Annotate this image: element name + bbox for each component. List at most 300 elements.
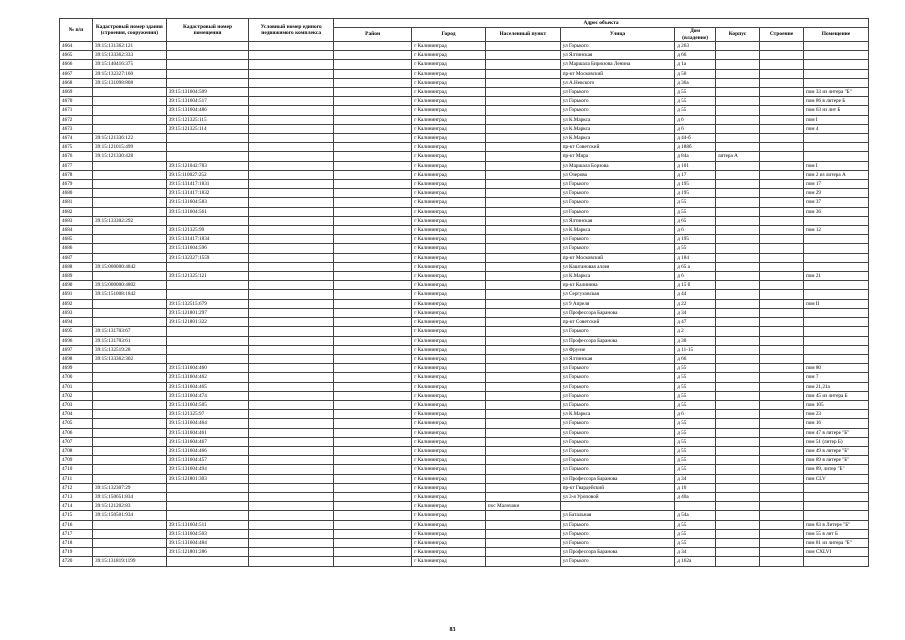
cell-house: д 17 — [675, 170, 716, 179]
cell-house: д 55 — [675, 373, 716, 382]
cell-city: г Калининград — [412, 170, 486, 179]
cell-street: ул Профессора Баранова — [560, 548, 674, 557]
cell-cad-building — [93, 391, 167, 400]
cell-settlement: пос Малочаки — [485, 502, 560, 511]
cell-num: 4681 — [60, 198, 93, 207]
cell-stroenie — [759, 180, 803, 189]
cell-district — [334, 364, 412, 373]
cell-room — [803, 51, 868, 60]
cell-settlement — [485, 51, 560, 60]
cell-street: ул Горького — [560, 364, 674, 373]
table-row — [60, 557, 869, 566]
table-row — [60, 548, 869, 557]
cell-stroenie — [759, 538, 803, 547]
cell-cad-premises — [166, 557, 249, 566]
cell-street: ул Маршала Борзова — [560, 161, 674, 170]
cell-korpus — [715, 483, 759, 492]
cell-district — [334, 253, 412, 262]
cell-street: ул К.Маркса — [560, 226, 674, 235]
cell-city: г Калининград — [412, 336, 486, 345]
cell-stroenie — [759, 308, 803, 317]
cell-cad-building: 39:15:000000:4802 — [93, 281, 167, 290]
cell-cad-building: 39:15:131819:1199 — [93, 557, 167, 566]
cell-korpus — [715, 548, 759, 557]
table-row — [60, 143, 869, 152]
cell-room — [803, 216, 868, 225]
cell-cad-complex — [249, 410, 334, 419]
cell-city: г Калининград — [412, 437, 486, 446]
cell-settlement — [485, 483, 560, 492]
cell-cad-complex — [249, 529, 334, 538]
cell-num: 4689 — [60, 272, 93, 281]
cell-city: г Калининград — [412, 161, 486, 170]
table-row — [60, 318, 869, 327]
cell-room: пом 21 — [803, 272, 868, 281]
cell-num: 4680 — [60, 189, 93, 198]
cell-district — [334, 529, 412, 538]
cell-num: 4683 — [60, 216, 93, 225]
cell-city: г Калининград — [412, 115, 486, 124]
cell-korpus — [715, 170, 759, 179]
header-street: Улица — [560, 28, 674, 42]
cell-house: д 30 — [675, 336, 716, 345]
cell-num: 4682 — [60, 207, 93, 216]
cell-room: пом 16 — [803, 419, 868, 428]
cell-room: пом CXLVI — [803, 548, 868, 557]
cell-korpus — [715, 78, 759, 87]
cell-city: г Калининград — [412, 474, 486, 483]
cell-house: д 55 — [675, 244, 716, 253]
cell-settlement — [485, 272, 560, 281]
cell-street: ул Горького — [560, 428, 674, 437]
cell-district — [334, 106, 412, 115]
cell-district — [334, 124, 412, 133]
cell-house: д 55 — [675, 520, 716, 529]
cell-room — [803, 143, 868, 152]
cell-num: 4716 — [60, 520, 93, 529]
cell-room: пом 7 — [803, 373, 868, 382]
cell-stroenie — [759, 253, 803, 262]
cell-district — [334, 290, 412, 299]
header-korpus: Корпус — [715, 28, 759, 42]
cell-korpus — [715, 272, 759, 281]
table-row — [60, 483, 869, 492]
cell-district — [334, 502, 412, 511]
cell-cad-building — [93, 253, 167, 262]
cell-stroenie — [759, 281, 803, 290]
cell-settlement — [485, 446, 560, 455]
cell-num: 4678 — [60, 170, 93, 179]
cell-stroenie — [759, 520, 803, 529]
cell-settlement — [485, 134, 560, 143]
cell-city: г Калининград — [412, 465, 486, 474]
cell-num: 4691 — [60, 290, 93, 299]
cell-cad-complex — [249, 354, 334, 363]
cell-district — [334, 474, 412, 483]
cell-room: пом 23 — [803, 410, 868, 419]
cell-cad-premises: 39:15:121801:303 — [166, 474, 249, 483]
cell-korpus — [715, 391, 759, 400]
cell-settlement — [485, 437, 560, 446]
cell-settlement — [485, 97, 560, 106]
cell-cad-premises: 39:15:131604:474 — [166, 391, 249, 400]
cell-cad-building: 39:15:131098:808 — [93, 78, 167, 87]
cell-district — [334, 60, 412, 69]
cell-room — [803, 262, 868, 271]
cell-house: д 162а — [675, 557, 716, 566]
cell-num: 4708 — [60, 446, 93, 455]
table-row — [60, 51, 869, 60]
cell-cad-premises: 39:15:131604:460 — [166, 364, 249, 373]
cell-settlement — [485, 60, 560, 69]
cell-cad-complex — [249, 548, 334, 557]
cell-stroenie — [759, 88, 803, 97]
table-row — [60, 281, 869, 290]
cell-korpus — [715, 428, 759, 437]
cell-house: д 101 — [675, 161, 716, 170]
cell-house: д 55 — [675, 97, 716, 106]
cell-cad-complex — [249, 272, 334, 281]
cell-settlement — [485, 354, 560, 363]
cell-house: д 34 — [675, 308, 716, 317]
cell-cad-building: 39:15:132307:29 — [93, 483, 167, 492]
cell-house: д 6 — [675, 115, 716, 124]
cell-stroenie — [759, 134, 803, 143]
cell-room — [803, 134, 868, 143]
cell-street: ул Горького — [560, 97, 674, 106]
cell-cad-complex — [249, 124, 334, 133]
table-row — [60, 308, 869, 317]
cell-street: ул Горького — [560, 244, 674, 253]
cell-street: ул К.Маркса — [560, 410, 674, 419]
cell-num: 4664 — [60, 42, 93, 51]
cell-cad-complex — [249, 511, 334, 520]
cell-street: пр-кт Московский — [560, 253, 674, 262]
cell-district — [334, 78, 412, 87]
cell-street: ул Сергуховская — [560, 290, 674, 299]
cell-district — [334, 244, 412, 253]
cell-street: ул Ялтинская — [560, 354, 674, 363]
cell-street: пр-кт Гвардейский — [560, 483, 674, 492]
table-row — [60, 382, 869, 391]
cell-cad-premises — [166, 69, 249, 78]
table-row — [60, 170, 869, 179]
cell-stroenie — [759, 235, 803, 244]
cell-stroenie — [759, 161, 803, 170]
cell-korpus — [715, 51, 759, 60]
cell-stroenie — [759, 216, 803, 225]
cell-settlement — [485, 318, 560, 327]
cell-korpus — [715, 492, 759, 501]
cell-korpus — [715, 511, 759, 520]
cell-stroenie — [759, 446, 803, 455]
cell-house — [675, 502, 716, 511]
cell-korpus — [715, 226, 759, 235]
cell-street: ул К.Маркса — [560, 115, 674, 124]
cell-room — [803, 152, 868, 161]
cell-city: г Калининград — [412, 124, 486, 133]
cell-stroenie — [759, 51, 803, 60]
cell-stroenie — [759, 502, 803, 511]
cell-settlement — [485, 336, 560, 345]
cell-street: ул Горького — [560, 538, 674, 547]
cell-cad-premises: 39:15:121801:297 — [166, 308, 249, 317]
cell-city: г Калининград — [412, 446, 486, 455]
cell-city: г Калининград — [412, 216, 486, 225]
cell-house: д 65 а — [675, 262, 716, 271]
cell-cad-complex — [249, 161, 334, 170]
cell-stroenie — [759, 400, 803, 409]
cell-street: ул Горького — [560, 106, 674, 115]
cell-city: г Калининград — [412, 143, 486, 152]
cell-cad-building — [93, 235, 167, 244]
cell-street: пр-кт Калинина — [560, 281, 674, 290]
cell-district — [334, 281, 412, 290]
cell-korpus — [715, 161, 759, 170]
cell-house: д 195 — [675, 235, 716, 244]
cell-cad-complex — [249, 106, 334, 115]
cell-num: 4668 — [60, 78, 93, 87]
cell-cad-complex — [249, 391, 334, 400]
cell-settlement — [485, 419, 560, 428]
cell-room — [803, 345, 868, 354]
cell-city: г Калининград — [412, 60, 486, 69]
cell-stroenie — [759, 42, 803, 51]
cell-cad-building: 39:15:121336:122 — [93, 134, 167, 143]
cell-district — [334, 262, 412, 271]
cell-korpus — [715, 400, 759, 409]
cell-stroenie — [759, 529, 803, 538]
cell-stroenie — [759, 419, 803, 428]
cell-district — [334, 42, 412, 51]
cell-house: д 55 — [675, 428, 716, 437]
cell-street: пр-кт Советский — [560, 143, 674, 152]
cell-cad-complex — [249, 88, 334, 97]
cell-house: д 34 — [675, 474, 716, 483]
cell-settlement — [485, 428, 560, 437]
cell-korpus — [715, 437, 759, 446]
cell-cad-complex — [249, 69, 334, 78]
cell-street — [560, 502, 674, 511]
cell-district — [334, 419, 412, 428]
cell-house: д 65 — [675, 216, 716, 225]
cell-settlement — [485, 207, 560, 216]
cell-city: г Калининград — [412, 198, 486, 207]
cell-cad-complex — [249, 382, 334, 391]
cell-street: ул К.Маркса — [560, 134, 674, 143]
cell-house: д 195 — [675, 180, 716, 189]
cell-cad-building: 39:15:133362:333 — [93, 51, 167, 60]
cell-city: г Калининград — [412, 410, 486, 419]
cell-street: ул Профессора Баранова — [560, 308, 674, 317]
cell-settlement — [485, 253, 560, 262]
cell-korpus: литера А — [715, 152, 759, 161]
cell-stroenie — [759, 152, 803, 161]
cell-city: г Калининград — [412, 557, 486, 566]
cell-district — [334, 69, 412, 78]
cell-num: 4673 — [60, 124, 93, 133]
cell-num: 4711 — [60, 474, 93, 483]
cell-num: 4703 — [60, 400, 93, 409]
cell-city: г Калининград — [412, 180, 486, 189]
table-row — [60, 134, 869, 143]
cell-num: 4707 — [60, 437, 93, 446]
cell-district — [334, 465, 412, 474]
header-cad-complex: Условный номер единого недвижимого комплекса — [249, 19, 334, 42]
cell-street: пр-кт Советский — [560, 318, 674, 327]
cell-cad-premises — [166, 483, 249, 492]
cell-korpus — [715, 529, 759, 538]
cell-cad-building — [93, 189, 167, 198]
cell-room — [803, 308, 868, 317]
cell-settlement — [485, 557, 560, 566]
cell-house: д 195 — [675, 189, 716, 198]
table-row — [60, 272, 869, 281]
cell-cad-complex — [249, 134, 334, 143]
cell-korpus — [715, 235, 759, 244]
cell-cad-building: 39:15:121202:83 — [93, 502, 167, 511]
cell-cad-complex — [249, 502, 334, 511]
table-row — [60, 115, 869, 124]
cell-num: 4697 — [60, 345, 93, 354]
cell-cad-premises: 39:15:121325:114 — [166, 124, 249, 133]
cell-cad-premises — [166, 281, 249, 290]
cell-cad-premises — [166, 134, 249, 143]
table-row — [60, 327, 869, 336]
cell-num: 4696 — [60, 336, 93, 345]
cell-street: ул Горького — [560, 400, 674, 409]
cell-cad-complex — [249, 226, 334, 235]
cell-room: пом 45 из литера Б — [803, 391, 868, 400]
cell-cad-premises: 39:15:131604:465 — [166, 382, 249, 391]
cell-stroenie — [759, 318, 803, 327]
cell-korpus — [715, 502, 759, 511]
cell-cad-complex — [249, 465, 334, 474]
table-row — [60, 152, 869, 161]
cell-num: 4687 — [60, 253, 93, 262]
cell-stroenie — [759, 106, 803, 115]
cell-num: 4706 — [60, 428, 93, 437]
cell-cad-complex — [249, 189, 334, 198]
cell-cad-complex — [249, 299, 334, 308]
cell-settlement — [485, 115, 560, 124]
table-row — [60, 180, 869, 189]
table-row — [60, 364, 869, 373]
cell-cad-complex — [249, 235, 334, 244]
cell-cad-building: 39:15:000000:4842 — [93, 262, 167, 271]
cell-num: 4700 — [60, 373, 93, 382]
cell-num: 4675 — [60, 143, 93, 152]
cell-district — [334, 143, 412, 152]
cell-cad-complex — [249, 152, 334, 161]
cell-room: пом 12 — [803, 226, 868, 235]
cell-cad-building — [93, 364, 167, 373]
cell-street: ул Горького — [560, 456, 674, 465]
cell-num: 4672 — [60, 115, 93, 124]
cell-house: д 55 — [675, 207, 716, 216]
cell-cad-building — [93, 97, 167, 106]
table-row — [60, 299, 869, 308]
table-row — [60, 391, 869, 400]
cell-district — [334, 400, 412, 409]
cell-settlement — [485, 492, 560, 501]
cell-room — [803, 327, 868, 336]
header-district: Район — [334, 28, 412, 42]
cell-room: пом 37 — [803, 198, 868, 207]
cell-settlement — [485, 88, 560, 97]
cell-num: 4685 — [60, 235, 93, 244]
cell-korpus — [715, 253, 759, 262]
cell-district — [334, 308, 412, 317]
cell-stroenie — [759, 244, 803, 253]
cell-stroenie — [759, 299, 803, 308]
cell-house: д 55 — [675, 419, 716, 428]
header-house: Дом (владение) — [675, 28, 716, 42]
table-row — [60, 474, 869, 483]
cell-cad-complex — [249, 557, 334, 566]
cell-korpus — [715, 180, 759, 189]
cell-district — [334, 483, 412, 492]
cell-cad-complex — [249, 198, 334, 207]
table-row — [60, 262, 869, 271]
cell-city: г Калининград — [412, 502, 486, 511]
cell-num: 4688 — [60, 262, 93, 271]
cell-settlement — [485, 308, 560, 317]
table-row — [60, 235, 869, 244]
cell-room — [803, 42, 868, 51]
cell-street: ул К.Маркса — [560, 124, 674, 133]
cell-city: г Калининград — [412, 419, 486, 428]
cell-korpus — [715, 465, 759, 474]
cell-korpus — [715, 336, 759, 345]
cell-cad-building: 39:15:133302:292 — [93, 216, 167, 225]
registry-table — [59, 18, 869, 567]
cell-cad-premises: 39:15:131604:517 — [166, 97, 249, 106]
cell-house: д 6 — [675, 410, 716, 419]
table-row — [60, 253, 869, 262]
cell-house: д 55 — [675, 538, 716, 547]
cell-district — [334, 511, 412, 520]
cell-district — [334, 88, 412, 97]
cell-house: д 55 — [675, 465, 716, 474]
cell-city: г Калининград — [412, 373, 486, 382]
cell-korpus — [715, 143, 759, 152]
cell-cad-building — [93, 538, 167, 547]
cell-room — [803, 235, 868, 244]
cell-district — [334, 115, 412, 124]
cell-num: 4692 — [60, 299, 93, 308]
cell-street: ул Горького — [560, 437, 674, 446]
cell-cad-building — [93, 400, 167, 409]
cell-korpus — [715, 281, 759, 290]
cell-settlement — [485, 345, 560, 354]
cell-settlement — [485, 373, 560, 382]
cell-stroenie — [759, 290, 803, 299]
cell-cad-building: 39:15:131362:121 — [93, 42, 167, 51]
cell-settlement — [485, 474, 560, 483]
cell-cad-complex — [249, 290, 334, 299]
cell-room — [803, 511, 868, 520]
cell-stroenie — [759, 327, 803, 336]
cell-city: г Калининград — [412, 290, 486, 299]
table-row — [60, 207, 869, 216]
cell-room: пом 89, литер "Б" — [803, 465, 868, 474]
cell-district — [334, 216, 412, 225]
cell-cad-complex — [249, 60, 334, 69]
cell-cad-building — [93, 382, 167, 391]
cell-settlement — [485, 364, 560, 373]
cell-cad-premises: 39:15:131604:467 — [166, 437, 249, 446]
